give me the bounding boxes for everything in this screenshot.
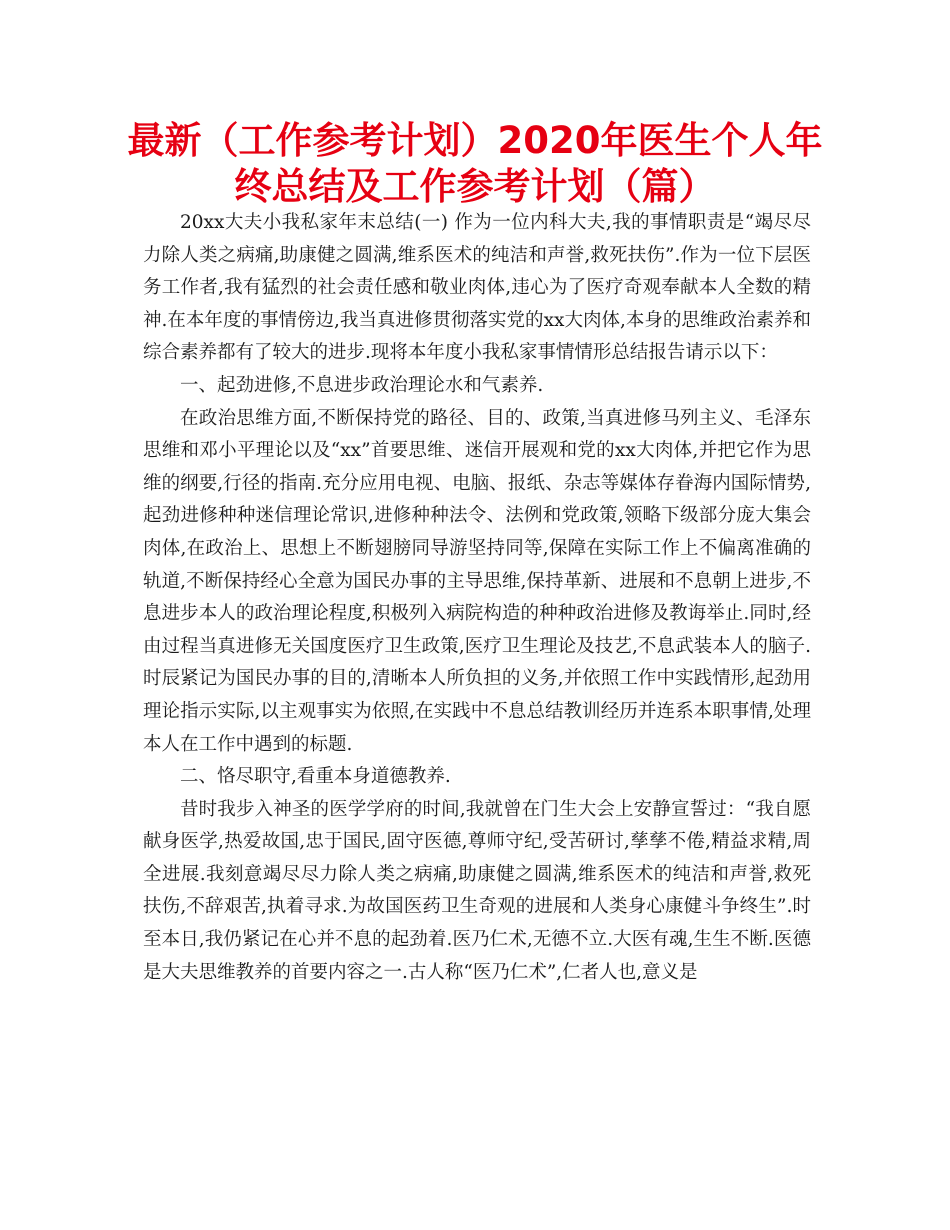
document-title: 最新（工作参考计划）2020年医生个人年终总结及工作参考计划（篇）	[127, 119, 823, 208]
section-heading-2: 二、恪尽职守,看重本身道德教养.	[180, 766, 451, 788]
section-2-paragraph: 昔时我步入神圣的医学学府的时间,我就曾在门生大会上安静宣誓过：“我自愿献身医学,热爱故国,忠于国民,固守医德,尊师守纪,受苦研讨,孳孳不倦,精益求精,周全进展.我刻意竭尽尽力除人类之病痛,助康健之圆满,维系医术的纯洁和声誉,救死扶伤,不辞艰苦,执着寻求.为故国医药卫生奇观的进展和人类身心康健斗争终生”.时至本日,我仍紧记在心并不息的起劲着.医乃仁术,无德不立.大医有魂,生生不断.医德是大夫思维教养的首要内容之一.古人称“医乃仁术”,仁者人也,意义是	[143, 798, 811, 983]
section-1-paragraph: 在政治思维方面,不断保持党的路径、目的、政策,当真进修马列主义、毛泽东思维和邓小平理论以及“xx”首要思维、迷信开展观和党的xx大肉体,并把它作为思维的纲要,行径的指南.充分应用电视、电脑、报纸、杂志等媒体存眷海内国际情势,起劲进修种种迷信理论常识,进修种种法令、法例和党政策,领略下级部分庞大集会肉体,在政治上、思想上不断翅膀同导游坚持同等,保障在实际工作上不偏离准确的轨道,不断保持经心全意为国民办事的主导思维,保持革新、进展和不息朝上进步,不息进步本人的政治理论程度,积极列入病院构造的种种政治进修及教诲举止.同时,经由过程当真进修无关国度医疗卫生政策,医疗卫生理论及技艺,不息武装本人的脑子.时辰紧记为国民办事的目的,清晰本人所负担的义务,并依照工作中实践情形,起劲用理论指示实际,以主观事实为依照,在实践中不息总结教训经历并连系本职事情,处理本人在工作中遇到的标题.	[143, 407, 811, 755]
document-body	[143, 207, 811, 989]
intro-paragraph: 20xx大夫小我私家年末总结(一) 作为一位内科大夫,我的事情职责是“竭尽尽力除人类之病痛,助康健之圆满,维系医术的纯洁和声誉,救死扶伤”.作为一位下层医务工作者,我有猛烈的社会责任感和敬业肉体,违心为了医疗奇观奉献本人全数的精神.在本年度的事情傍边,我当真进修贯彻落实党的xx大肉体,本身的思维政治素养和综合素养都有了较大的进步.现将本年度小我私家事情情形总结报告请示以下：	[143, 212, 811, 364]
section-heading-1: 一、起劲进修,不息进步政治理论水和气素养.	[180, 374, 544, 396]
